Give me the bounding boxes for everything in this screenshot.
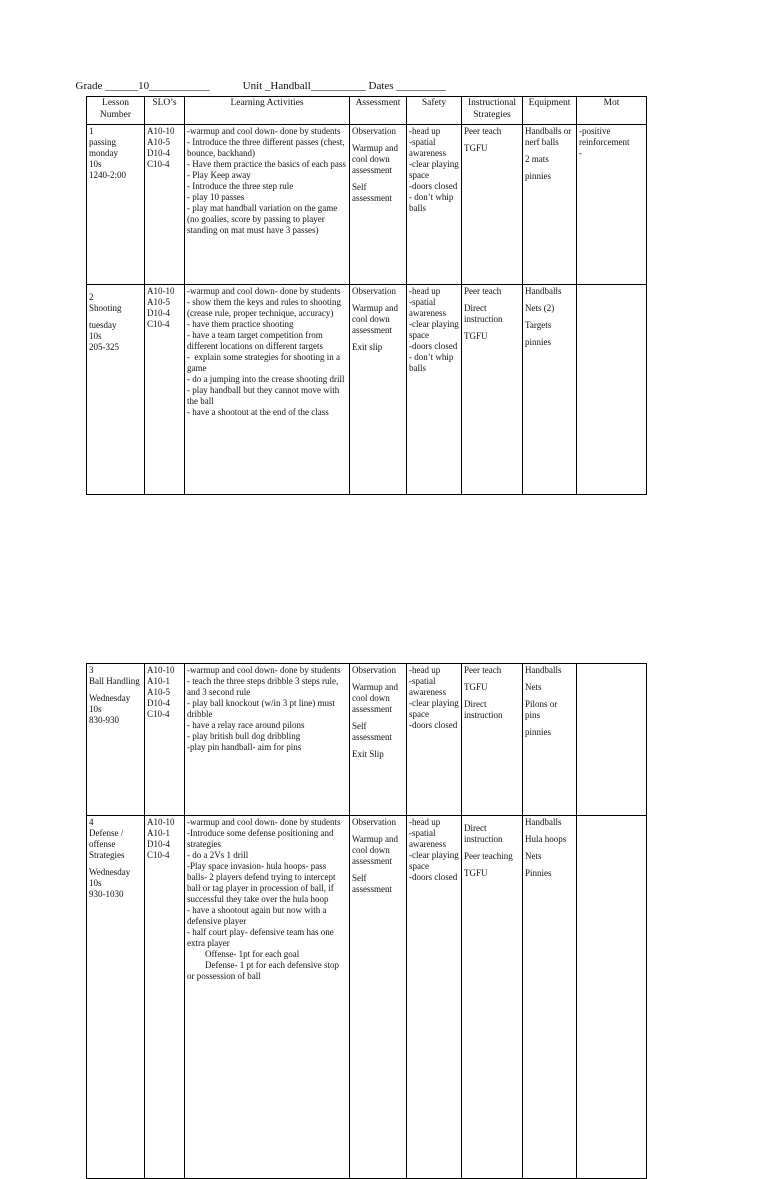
lesson-row — [87, 125, 647, 285]
cell-line: -clear playing space — [409, 697, 461, 719]
instructional-strategies-cell — [462, 285, 523, 495]
lesson-plan-table-page-top — [86, 96, 647, 495]
cell-line: Peer teach — [464, 286, 502, 296]
cell-line: A10-10 — [147, 665, 175, 675]
safety-cell — [407, 664, 462, 816]
cell-line: -doors closed — [409, 719, 458, 730]
column-header-instructional-strategies: Instructional Strategies — [462, 97, 523, 125]
cell-line: Wednesday — [89, 692, 131, 703]
cell-line: Pilons or pins — [525, 698, 560, 720]
instructional-strategies-cell — [462, 816, 523, 1179]
cell-line: 10s — [89, 877, 102, 888]
cell-line: - do a 2Vs 1 drill — [187, 849, 249, 860]
cell-line: Wednesday — [89, 866, 131, 877]
cell-line: A10-5 — [147, 296, 170, 307]
slo-cell — [145, 125, 185, 285]
safety-cell — [407, 816, 462, 1179]
cell-line: - play ball knockout (w/in 3 pt line) must dribble — [187, 697, 338, 719]
cell-line: -clear playing space — [409, 158, 461, 180]
cell-line: Handballs — [525, 817, 562, 827]
cell-line: Nets (2) — [525, 302, 555, 313]
cell-line: Observation — [352, 665, 396, 675]
column-header-lesson-number: Lesson Number — [87, 97, 145, 125]
cell-line: pinnies — [525, 726, 551, 737]
learning-activities-cell — [185, 816, 350, 1179]
cell-line: Targets — [525, 319, 552, 330]
cell-line: Warmup and cool down assessment — [352, 142, 401, 175]
assessment-cell — [350, 664, 407, 816]
equipment-cell — [523, 816, 577, 1179]
column-header-slos: SLO’s — [145, 97, 185, 125]
cell-line: -warmup and cool down- done by students — [187, 665, 341, 675]
mot-cell — [577, 816, 647, 1179]
table-header-row — [87, 97, 647, 125]
cell-line: - Introduce the three step rule — [187, 180, 294, 191]
cell-line: tuesday — [89, 319, 117, 330]
cell-line: -Play space invasion- hula hoops- pass balls- 2 players defend trying to intercept ball or tag player in procession of ball, if successful they take over the hula hoop — [187, 860, 338, 904]
cell-line: D10-4 — [147, 307, 170, 318]
cell-line: Defense / offense Strategies — [89, 827, 126, 860]
cell-line: - have them practice shooting — [187, 318, 294, 329]
cell-line: Nets — [525, 850, 542, 861]
cell-line: Observation — [352, 286, 396, 296]
lesson-plan-table-page-bottom — [86, 663, 647, 1179]
safety-cell — [407, 285, 462, 495]
cell-line: -head up — [409, 286, 441, 296]
mot-cell — [577, 285, 647, 495]
lesson-number-cell — [87, 285, 145, 495]
cell-line: D10-4 — [147, 147, 170, 158]
cell-line: C10-4 — [147, 158, 170, 169]
cell-line: -doors closed — [409, 340, 458, 351]
cell-line: C10-4 — [147, 318, 170, 329]
cell-line: -head up — [409, 665, 441, 675]
cell-line: Handballs — [525, 286, 562, 296]
learning-activities-cell — [185, 125, 350, 285]
cell-line: A10-5 — [147, 136, 170, 147]
cell-line: Direct instruction — [464, 698, 503, 720]
plan-header — [70, 68, 446, 92]
cell-line: 830-930 — [89, 714, 119, 725]
lesson-row — [87, 285, 647, 495]
cell-line: Nets — [525, 681, 542, 692]
cell-line: Exit Slip — [352, 748, 384, 759]
cell-line: - teach the three steps dribble 3 steps rule, and 3 second rule — [187, 675, 341, 697]
cell-line: - play 10 passes — [187, 191, 245, 202]
unit-dates-field: Unit _Handball__________ Dates _________ — [242, 80, 446, 92]
cell-line: - have a shootout at the end of the class — [187, 406, 329, 417]
cell-line: 4 — [89, 817, 94, 827]
cell-line: 205-325 — [89, 341, 119, 352]
cell-line: monday — [89, 147, 118, 158]
cell-line: Warmup and cool down assessment — [352, 681, 401, 714]
cell-line: A10-10 — [147, 286, 175, 296]
assessment-cell — [350, 125, 407, 285]
cell-line: pinnies — [525, 170, 551, 181]
cell-line: - do a jumping into the crease shooting drill — [187, 373, 345, 384]
cell-line: Peer teach — [464, 126, 502, 136]
cell-line: - — [579, 147, 582, 158]
column-header-safety: Safety — [407, 97, 462, 125]
cell-line: Exit slip — [352, 341, 383, 352]
cell-line: Handballs — [525, 665, 562, 675]
cell-line: Observation — [352, 817, 396, 827]
cell-line: - have a team target competition from different locations on different targets — [187, 329, 326, 351]
cell-line: 10s — [89, 703, 102, 714]
cell-line: Shooting — [89, 302, 122, 313]
cell-line: A10-1 — [147, 675, 170, 686]
cell-line: -spatial awareness — [409, 136, 446, 158]
cell-line: Self assessment — [352, 872, 392, 894]
cell-line: Peer teach — [464, 665, 502, 675]
cell-line: D10-4 — [147, 838, 170, 849]
cell-line: A10-5 — [147, 686, 170, 697]
cell-line: -spatial awareness — [409, 675, 446, 697]
cell-line: - have a shootout again but now with a defensive player — [187, 904, 329, 926]
cell-line: -positive reinforcement — [579, 126, 630, 147]
slo-cell — [145, 816, 185, 1179]
cell-line: TGFU — [464, 330, 488, 341]
cell-line: -warmup and cool down- done by students — [187, 817, 341, 827]
cell-line: Ball Handling — [89, 675, 140, 686]
cell-line: TGFU — [464, 867, 488, 878]
lesson-row — [87, 664, 647, 816]
cell-line: -doors closed — [409, 180, 458, 191]
cell-line: Self assessment — [352, 181, 392, 203]
cell-line: -head up — [409, 126, 441, 136]
cell-line: A10-1 — [147, 827, 170, 838]
cell-line: - half court play- defensive team has one extra player — [187, 926, 336, 948]
cell-line: -doors closed — [409, 871, 458, 882]
cell-line: Direct instruction — [464, 302, 503, 324]
cell-line: TGFU — [464, 142, 488, 153]
slo-cell — [145, 285, 185, 495]
cell-line: - play british bull dog dribbling — [187, 730, 301, 741]
lesson-number-cell — [87, 664, 145, 816]
cell-line: - have a relay race around pilons — [187, 719, 305, 730]
cell-line: Offense- 1pt for each goal — [187, 948, 300, 959]
learning-activities-cell — [185, 285, 350, 495]
lesson-number-cell — [87, 125, 145, 285]
cell-line: Direct instruction — [464, 823, 503, 844]
cell-line: C10-4 — [147, 708, 170, 719]
slo-cell — [145, 664, 185, 816]
cell-line: C10-4 — [147, 849, 170, 860]
equipment-cell — [523, 285, 577, 495]
cell-line: 3 — [89, 665, 94, 675]
cell-line: -spatial awareness — [409, 827, 446, 849]
cell-line: - play mat handball variation on the game (no goalies, score by passing to player standing on mat must have 3 passes) — [187, 202, 340, 235]
lesson-number-cell — [87, 816, 145, 1179]
cell-line: - Introduce the three different passes (chest, bounce, backhand) — [187, 136, 347, 158]
column-header-equipment: Equipment — [523, 97, 577, 125]
cell-line: -Introduce some defense positioning and strategies — [187, 827, 336, 849]
cell-line: - play handball but they cannot move with the ball — [187, 384, 342, 406]
instructional-strategies-cell — [462, 664, 523, 816]
assessment-cell — [350, 285, 407, 495]
cell-line: Peer teaching — [464, 850, 513, 861]
cell-line: 2 — [89, 292, 94, 302]
cell-line: -clear playing space — [409, 318, 461, 340]
cell-line: 10s — [89, 158, 102, 169]
cell-line: Warmup and cool down assessment — [352, 833, 401, 866]
mot-cell — [577, 125, 647, 285]
cell-line: - don’t whip balls — [409, 351, 456, 373]
cell-line: A10-10 — [147, 126, 175, 136]
cell-line: TGFU — [464, 681, 488, 692]
cell-line: -head up — [409, 817, 441, 827]
column-header-learning-activities: Learning Activities — [185, 97, 350, 125]
cell-line: -warmup and cool down- done by students — [187, 126, 341, 136]
cell-line: -play pin handball- aim for pins — [187, 741, 302, 752]
equipment-cell — [523, 664, 577, 816]
cell-line: 2 mats — [525, 153, 549, 164]
cell-line: Hula hoops — [525, 833, 567, 844]
cell-line: - don’t whip balls — [409, 191, 456, 213]
cell-line: 1 — [89, 126, 94, 136]
cell-line: - Play Keep away — [187, 169, 251, 180]
cell-line: 10s — [89, 330, 102, 341]
cell-line: - Have them practice the basics of each pass — [187, 158, 346, 169]
cell-line: - show them the keys and rules to shooting (crease rule, proper technique, accuracy) — [187, 296, 344, 318]
column-header-mot: Mot — [577, 97, 647, 125]
cell-line: - explain some strategies for shooting in a game — [187, 351, 343, 373]
learning-activities-cell — [185, 664, 350, 816]
cell-line: -spatial awareness — [409, 296, 446, 318]
cell-line: Warmup and cool down assessment — [352, 302, 401, 335]
cell-line: 1240-2:00 — [89, 169, 126, 180]
safety-cell — [407, 125, 462, 285]
lesson-row — [87, 816, 647, 1179]
cell-line: -clear playing space — [409, 849, 461, 871]
cell-line: D10-4 — [147, 697, 170, 708]
cell-line: passing — [89, 136, 116, 147]
instructional-strategies-cell — [462, 125, 523, 285]
cell-line: -warmup and cool down- done by students — [187, 286, 341, 296]
grade-field: Grade ______10___________ — [75, 80, 210, 92]
cell-line: Pinnies — [525, 867, 552, 878]
cell-line: Defense- 1 pt for each defensive stop or possession of ball — [187, 959, 342, 981]
cell-line: A10-10 — [147, 817, 175, 827]
column-header-assessment: Assessment — [350, 97, 407, 125]
assessment-cell — [350, 816, 407, 1179]
mot-cell — [577, 664, 647, 816]
cell-line: pinnies — [525, 336, 551, 347]
cell-line: Handballs or nerf balls — [525, 126, 574, 147]
cell-line: 930-1030 — [89, 888, 124, 899]
cell-line: Observation — [352, 126, 396, 136]
equipment-cell — [523, 125, 577, 285]
cell-line: Self assessment — [352, 720, 392, 742]
